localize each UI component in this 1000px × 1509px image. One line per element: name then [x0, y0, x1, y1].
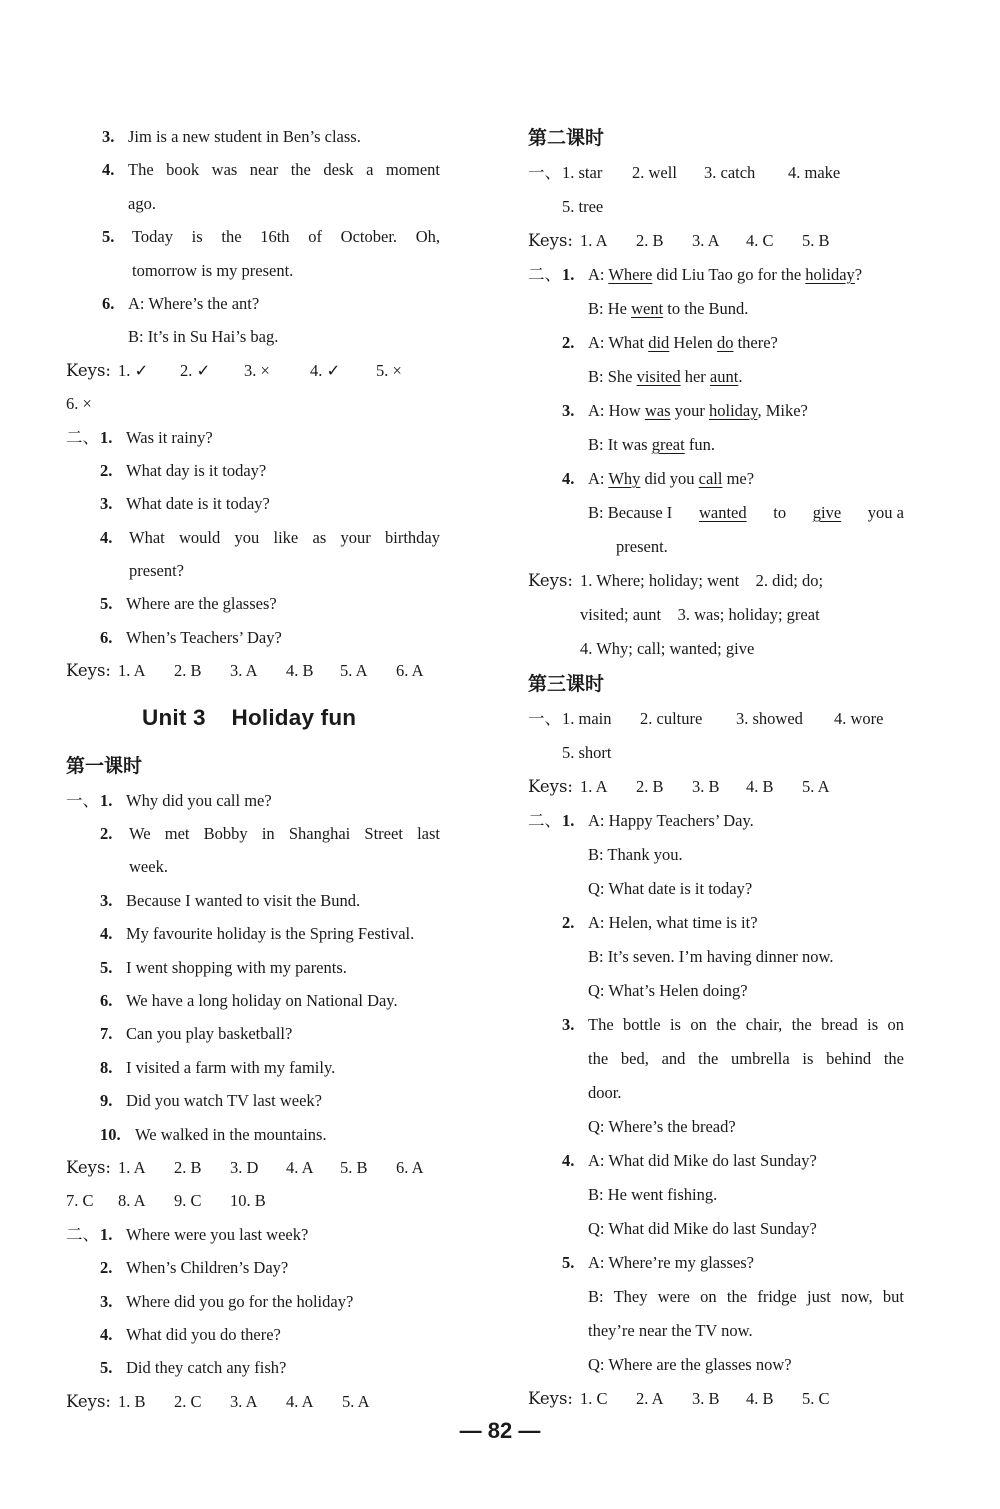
answer-line: 2. When’s Children’s Day?	[100, 1258, 289, 1278]
keys-line: visited; aunt 3. was; holiday; great	[580, 605, 820, 624]
dialogue-line: Q: What did Mike do last Sunday?	[588, 1219, 817, 1238]
answer-continuation: present?	[129, 561, 184, 581]
answer-line: 5. short	[562, 743, 612, 762]
answer-line: 3. What date is it today?	[100, 494, 270, 514]
answer-line: 3. Jim is a new student in Ben’s class.	[102, 127, 361, 146]
answer-line: 二、 1. Where were you last week?	[66, 1224, 309, 1244]
answer-line: 2. What day is it today?	[100, 460, 267, 480]
dialogue-line: 2. A: What did Helen do there?	[562, 333, 778, 352]
answer-line: 一、 1. main 2. culture 3. showed 4. wore	[528, 709, 884, 728]
dialogue-continuation: present.	[616, 537, 668, 556]
keys-line: 4. Why; call; wanted; give	[580, 639, 755, 658]
answer-line: 8. I visited a farm with my family.	[100, 1057, 336, 1077]
dialogue-line: B: He went to the Bund.	[588, 299, 749, 318]
answer-line: 3. Where did you go for the holiday?	[100, 1291, 354, 1311]
dialogue-line: 2. A: Helen, what time is it?	[562, 913, 758, 932]
keys-line: Keys: 1. A 2. B 3. D 4. A 5. B 6. A	[66, 1157, 424, 1177]
page-number: — 82 —	[459, 1418, 541, 1443]
answer-line: 2. We met Bobby in Shanghai Street last	[100, 824, 440, 844]
dialogue-line: B: It was great fun.	[588, 435, 715, 454]
answer-line: 5. Where are the glasses?	[100, 594, 277, 614]
answer-continuation: tomorrow is my present.	[132, 260, 294, 280]
keys-line: Keys: 1. ✓ 2. ✓ 3. × 4. ✓ 5. ×	[66, 360, 402, 380]
dialogue-line: Q: What date is it today?	[588, 879, 753, 898]
dialogue-line: B: She visited her aunt.	[588, 367, 743, 386]
dialogue-line: 3. The bottle is on the chair, the bread is on	[562, 1015, 904, 1034]
keys-line: 7. C 8. A 9. C 10. B	[66, 1191, 266, 1211]
keys-line: Keys: 1. A 2. B 3. A 4. B 5. A 6. A	[66, 661, 424, 681]
lesson-title: 第二课时	[528, 127, 605, 149]
dialogue-line: Q: Where’s the bread?	[588, 1117, 736, 1136]
left-column	[66, 120, 442, 1418]
answer-continuation: B: It’s in Su Hai’s bag.	[128, 327, 279, 347]
keys-line: Keys: 1. Where; holiday; went 2. did; do;	[528, 571, 824, 590]
dialogue-line: Q: Where are the glasses now?	[588, 1355, 792, 1374]
dialogue-line: 5. A: Where’re my glasses?	[562, 1253, 755, 1272]
answer-line: 5. Today is the 16th of October. Oh,	[102, 227, 440, 247]
dialogue-line: B: They were on the fridge just now, but	[588, 1287, 904, 1306]
dialogue-line: 4. A: Why did you call me?	[562, 469, 755, 488]
dialogue-line: B: Because I wanted to give you a	[588, 503, 904, 522]
lesson-title: 第一课时	[66, 754, 143, 777]
answer-line: 6. We have a long holiday on National Day.	[100, 990, 398, 1010]
answer-line: 3. Because I wanted to visit the Bund.	[100, 890, 361, 910]
answer-line: 6. A: Where’s the ant?	[102, 293, 260, 313]
dialogue-line: B: It’s seven. I’m having dinner now.	[588, 947, 834, 966]
keys-line: Keys: 1. B 2. C 3. A 4. A 5. A	[66, 1391, 370, 1411]
dialogue-line: 3. A: How was your holiday, Mike?	[562, 401, 808, 420]
lesson-title: 第三课时	[528, 673, 605, 695]
dialogue-line: 二、 1. A: Happy Teachers’ Day.	[528, 811, 754, 830]
answer-line: 5. tree	[562, 197, 604, 216]
dialogue-line: B: Thank you.	[588, 845, 683, 864]
answer-line: 7. Can you play basketball?	[100, 1024, 293, 1044]
answer-continuation: week.	[129, 857, 168, 877]
keys-line: Keys: 1. A 2. B 3. A 4. C 5. B	[528, 231, 830, 250]
dialogue-line: they’re near the TV now.	[588, 1321, 753, 1340]
keys-line: 6. ×	[66, 394, 92, 414]
dialogue-line: Q: What’s Helen doing?	[588, 981, 748, 1000]
answer-line: 5. Did they catch any fish?	[100, 1358, 287, 1378]
answer-line: 4. What would you like as your birthday	[100, 527, 440, 547]
dialogue-line: 二、 1. A: Where did Liu Tao go for the holiday?	[528, 265, 863, 284]
answer-line: 一、 1. Why did you call me?	[66, 790, 272, 810]
answer-line: 6. When’s Teachers’ Day?	[100, 627, 282, 647]
dialogue-line: 4. A: What did Mike do last Sunday?	[562, 1151, 817, 1170]
answer-continuation: ago.	[128, 193, 156, 213]
answer-line: 4. What did you do there?	[100, 1324, 281, 1344]
dialogue-line: the bed, and the umbrella is behind the	[588, 1049, 904, 1068]
dialogue-line: door.	[588, 1083, 622, 1102]
right-column	[528, 120, 906, 1416]
answer-line: 10. We walked in the mountains.	[100, 1124, 327, 1144]
keys-line: Keys: 1. C 2. A 3. B 4. B 5. C	[528, 1389, 830, 1408]
dialogue-line: B: He went fishing.	[588, 1185, 718, 1204]
answer-line: 4. My favourite holiday is the Spring Festival.	[100, 924, 415, 944]
answer-line: 二、 1. Was it rainy?	[66, 427, 213, 447]
answer-line: 一、 1. star 2. well 3. catch 4. make	[528, 163, 841, 182]
answer-line: 5. I went shopping with my parents.	[100, 957, 347, 977]
keys-line: Keys: 1. A 2. B 3. B 4. B 5. A	[528, 777, 830, 796]
answer-line: 9. Did you watch TV last week?	[100, 1091, 322, 1111]
unit-title: Unit 3 Holiday fun	[142, 704, 357, 730]
answer-line: 4. The book was near the desk a moment	[102, 160, 440, 180]
